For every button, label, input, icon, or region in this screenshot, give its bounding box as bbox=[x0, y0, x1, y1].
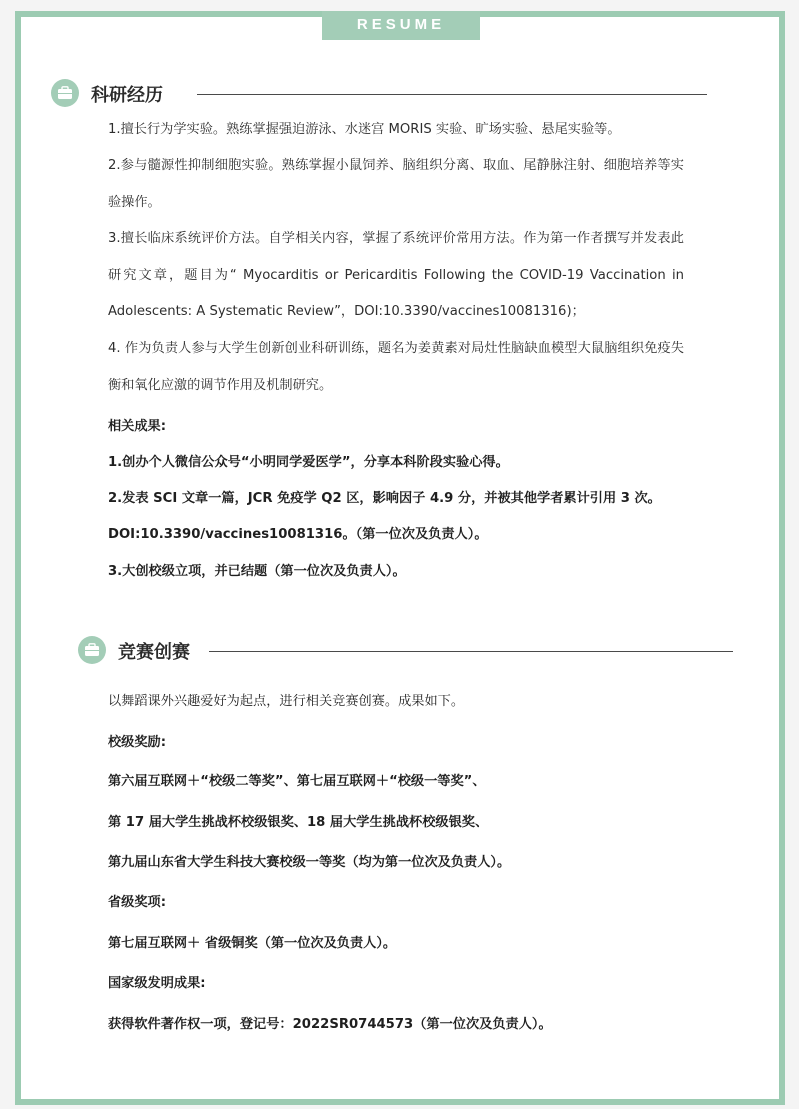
research-item-4: 4. 作为负责人参与大学生创新创业科研训练，题名为姜黄素对局灶性脑缺血模型大鼠脑组织免疫失衡和氧化应激的调节作用及机制研究。 bbox=[108, 341, 684, 393]
school-label: 校级奖励: bbox=[108, 735, 167, 750]
school-award-1: 第六届互联网＋“校级二等奖”、第七届互联网＋“校级一等奖”、 bbox=[108, 774, 486, 789]
section-research-header bbox=[51, 79, 711, 109]
section-rule bbox=[209, 651, 733, 652]
national-award-1: 获得软件著作权一项，登记号：2022SR0744573（第一位次及负责人）。 bbox=[108, 1017, 552, 1032]
provincial-label: 省级奖项: bbox=[108, 895, 167, 910]
research-item-3: 3.擅长临床系统评价方法。自学相关内容，掌握了系统评价常用方法。作为第一作者撰写并发表此研究文章，题目为“ Myocarditis or Pericarditis Following the COVID-19 Vaccination in Adolescents: A Systematic Review”，DOI:10.3390/vaccines10081316)； bbox=[108, 231, 684, 319]
briefcase-icon bbox=[78, 636, 106, 664]
school-award-2: 第 17 届大学生挑战杯校级银奖、18 届大学生挑战杯校级银奖、 bbox=[108, 815, 489, 830]
competition-intro: 以舞蹈课外兴趣爱好为起点，进行相关竞赛创赛。成果如下。 bbox=[108, 694, 465, 709]
school-award-3: 第九届山东省大学生科技大赛校级一等奖（均为第一位次及负责人）。 bbox=[108, 855, 511, 870]
achievements-label: 相关成果: bbox=[108, 419, 167, 434]
resume-tab: RESUME bbox=[322, 11, 480, 40]
section-rule bbox=[197, 94, 707, 95]
achievement-3: 3.大创校级立项，并已结题（第一位次及负责人）。 bbox=[108, 564, 406, 579]
provincial-award-1: 第七届互联网＋ 省级铜奖（第一位次及负责人）。 bbox=[108, 936, 397, 951]
national-label: 国家级发明成果: bbox=[108, 976, 206, 991]
achievement-2-doi: DOI:10.3390/vaccines10081316。（第一位次及负责人）。 bbox=[108, 527, 488, 542]
briefcase-icon bbox=[51, 79, 79, 107]
achievement-1: 1.创办个人微信公众号“小明同学爱医学”，分享本科阶段实验心得。 bbox=[108, 455, 509, 470]
achievement-2: 2.发表 SCI 文章一篇，JCR 免疫学 Q2 区，影响因子 4.9 分，并被其他学者累计引用 3 次。 bbox=[108, 491, 661, 506]
section-title-research: 科研经历 bbox=[91, 85, 163, 106]
section-title-competition: 竞赛创赛 bbox=[118, 642, 190, 663]
section-competition-header bbox=[78, 636, 738, 666]
research-item-1: 1.擅长行为学实验。熟练掌握强迫游泳、水迷宫 MORIS 实验、旷场实验、悬尾实验等。 bbox=[108, 122, 621, 137]
research-item-2: 2.参与髓源性抑制细胞实验。熟练掌握小鼠饲养、脑组织分离、取血、尾静脉注射、细胞培养等实验操作。 bbox=[108, 158, 684, 210]
